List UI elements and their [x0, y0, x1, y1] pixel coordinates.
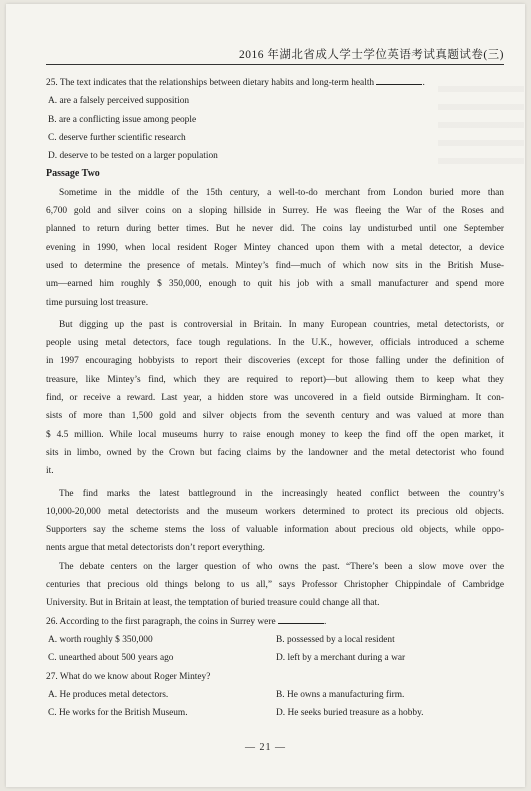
question-26-options: [46, 649, 504, 667]
paragraph-line: sists of more than 1,500 gold and silver objects from the seventh century and was valued at more than: [46, 411, 504, 422]
paragraph-line: But digging up the past is controversial in Britain. In many European countries, metal detectorists, or: [59, 319, 504, 330]
question-25-stem: 25. The text indicates that the relationships between dietary habits and long-term health .: [46, 74, 504, 92]
question-27-option-b: B. He owns a manufacturing firm.: [276, 689, 405, 700]
question-25-option-b: B. are a conflicting issue among people: [48, 114, 197, 125]
answer-blank: [376, 75, 422, 85]
question-27-stem: 27. What do we know about Roger Mintey?: [46, 671, 211, 682]
question-26-option-a: A. worth roughly $ 350,000: [48, 634, 153, 645]
answer-blank: [278, 614, 324, 624]
paragraph-line: it.: [46, 466, 54, 477]
paragraph-line: used to determine the presence of metals. Mintey’s find—much of which now sits in the British Muse-: [46, 260, 504, 271]
paragraph-4: [46, 558, 504, 613]
question-27-option-c: C. He works for the British Museum.: [48, 708, 188, 719]
paragraph-line: 10,000-20,000 metal detectorists and the museum workers determined to protect its precious old objects.: [46, 506, 504, 517]
exam-page: [6, 4, 525, 787]
paragraph-line: evening in 1990, when local resident Roger Mintey chanced upon them with a metal detector, a device: [46, 242, 504, 253]
paragraph-line: treasure, like Mintey’s find, which they are required to report)—but allowing them to keep what they: [46, 374, 504, 385]
passage-title: Passage Two: [46, 168, 100, 180]
question-26-option-d: D. left by a merchant during a war: [276, 653, 406, 664]
page-header: 2016 年湖北省成人学士学位英语考试真题试卷(三): [238, 49, 504, 61]
question-27-options: [46, 686, 504, 704]
paragraph-2: [46, 316, 504, 481]
question-26-options: [46, 631, 504, 649]
question-26-stem: 26. According to the first paragraph, the coins in Surrey were .: [46, 613, 504, 631]
question-26-option-b: B. possessed by a local resident: [276, 634, 395, 645]
question-27-option-d: D. He seeks buried treasure as a hobby.: [276, 708, 424, 719]
header-rule: [46, 64, 504, 65]
paragraph-line: Sometime in the middle of the 15th century, a well-to-do merchant from London buried more than: [59, 187, 504, 198]
page-content: [46, 74, 504, 722]
paragraph-line: Supporters say the scheme stems the loss of valuable information about precious old objects, while oppo-: [46, 525, 504, 536]
paragraph-line: um—earned him roughly $ 350,000, enough to quit his job with a small manufacturer and spend more: [46, 279, 504, 290]
paragraph-line: people using metal detectors, face tough regulations. In the U.K., however, officials introduced a scheme: [46, 338, 504, 349]
paragraph-line: University. But in Britain at least, the temptation of buried treasure could change all that.: [46, 598, 380, 609]
question-27-options: [46, 704, 504, 722]
paragraph-line: nents argue that metal detectorists don’t report everything.: [46, 543, 265, 554]
question-25-option-c: C. deserve further scientific research: [48, 132, 186, 143]
paragraph-line: 6,700 gold and silver coins on a sloping hillside in Surrey. He was fleeing the War of the Roses and: [46, 206, 504, 217]
paragraph-line: $ 4.5 million. While local museums hurry to raise enough money to keep the find off the open market, it: [46, 429, 504, 440]
paragraph-line: The find marks the latest battleground in the increasingly heated conflict between the country’s: [59, 488, 504, 499]
paragraph-line: time pursuing lost treasure.: [46, 297, 149, 308]
paragraph-line: in 1997 encouraging hobbyists to report their discoveries (except for those falling under the definition of: [46, 356, 504, 367]
question-25-option-a: A. are a falsely perceived supposition: [48, 96, 190, 107]
paragraph-line: centuries that precious old things belong to us all,” says Professor Christopher Chippindale of Cambridge: [46, 580, 504, 591]
page-number: — 21 —: [245, 742, 286, 753]
question-25-option-d: D. deserve to be tested on a larger population: [48, 151, 218, 162]
paragraph-line: sits in limbo, owned by the Crown but facing claims by the landowner and the metal detectorist who found: [46, 447, 504, 458]
paragraph-1: [46, 184, 504, 312]
paragraph-line: planned to return during better times. But he never did. The coins lay undisturbed until one September: [46, 224, 504, 235]
paragraph-line: The debate centers on the larger question of who owns the past. “There’s been a slow move over the: [59, 561, 504, 572]
paragraph-line: find, or receive a reward. Last year, a hidden store was uncovered in a field outside Birmingham. It con-: [46, 393, 504, 404]
question-27-option-a: A. He produces metal detectors.: [48, 689, 169, 700]
question-26-option-c: C. unearthed about 500 years ago: [48, 653, 174, 664]
paragraph-3: [46, 485, 504, 558]
